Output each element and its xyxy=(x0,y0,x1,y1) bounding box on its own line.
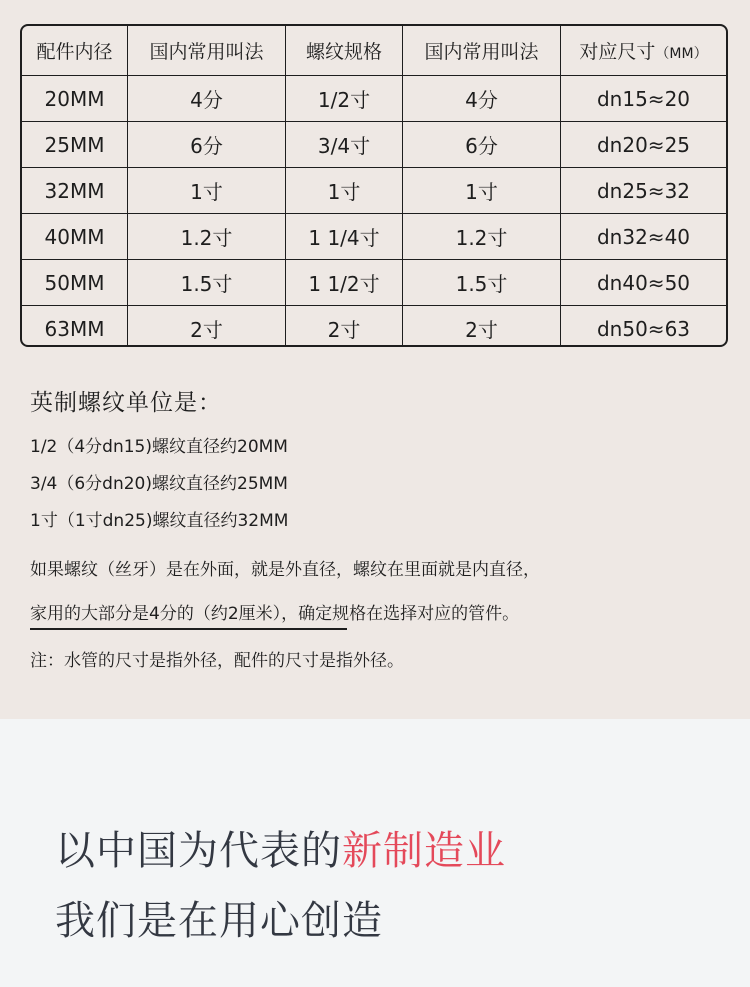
table-row xyxy=(22,214,726,260)
table-cell: 1 1/4寸 xyxy=(286,214,403,260)
table-cell: 2寸 xyxy=(128,306,286,348)
slogan-section xyxy=(0,719,750,987)
table-cell: 1.5寸 xyxy=(403,260,561,306)
table-cell: 6分 xyxy=(128,122,286,168)
table-cell: 32MM xyxy=(22,168,128,214)
table-cell: 50MM xyxy=(22,260,128,306)
notes-heading: 英制螺纹单位是： xyxy=(30,390,222,416)
table-cell: 40MM xyxy=(22,214,128,260)
table-cell: 1 1/2寸 xyxy=(286,260,403,306)
note-item: 1/2（4分dn15)螺纹直径约20MM xyxy=(30,437,288,457)
table-cell: 1.2寸 xyxy=(128,214,286,260)
table-row xyxy=(22,306,726,348)
footnote: 注：水管的尺寸是指外径，配件的尺寸是指外径。 xyxy=(30,651,404,671)
header-unit: （MM） xyxy=(655,46,708,62)
table-cell: 25MM xyxy=(22,122,128,168)
header-cell: 配件内径 xyxy=(22,26,128,76)
table-cell: dn50≈63 xyxy=(561,306,727,348)
explanation-line: 如果螺纹（丝牙）是在外面，就是外直径，螺纹在里面就是内直径， xyxy=(30,560,540,580)
slogan-prefix: 以中国为代表的 xyxy=(55,828,342,874)
table-row xyxy=(22,168,726,214)
table-row xyxy=(22,122,726,168)
table-cell: 1.2寸 xyxy=(403,214,561,260)
table-cell: 6分 xyxy=(403,122,561,168)
table-cell: 3/4寸 xyxy=(286,122,403,168)
header-cell: 国内常用叫法 xyxy=(403,26,561,76)
table-cell: 1/2寸 xyxy=(286,76,403,122)
table-cell: 4分 xyxy=(403,76,561,122)
note-item: 3/4（6分dn20)螺纹直径约25MM xyxy=(30,474,288,494)
header-cell: 国内常用叫法 xyxy=(128,26,286,76)
header-cell: 螺纹规格 xyxy=(286,26,403,76)
explanation-line: 家用的大部分是4分的（约2厘米），确定规格在选择对应的管件。 xyxy=(30,604,520,624)
size-spec-table xyxy=(20,24,728,347)
table-cell: 1寸 xyxy=(286,168,403,214)
slogan-line-1 xyxy=(55,819,506,876)
table-cell: 1寸 xyxy=(403,168,561,214)
table-cell: 4分 xyxy=(128,76,286,122)
table-cell: dn25≈32 xyxy=(561,168,727,214)
table-header-row xyxy=(22,26,726,76)
table-cell: 20MM xyxy=(22,76,128,122)
table-cell: 2寸 xyxy=(286,306,403,348)
table-cell: 2寸 xyxy=(403,306,561,348)
header-cell: 对应尺寸（MM） xyxy=(561,26,727,76)
table-cell: dn20≈25 xyxy=(561,122,727,168)
underline-divider xyxy=(30,628,347,630)
table-cell: 1寸 xyxy=(128,168,286,214)
slogan-line-2: 我们是在用心创造 xyxy=(55,898,383,944)
table-cell: 63MM xyxy=(22,306,128,348)
table-cell: dn40≈50 xyxy=(561,260,727,306)
slogan-accent: 新制造业 xyxy=(342,828,506,874)
table-cell: 1.5寸 xyxy=(128,260,286,306)
note-item: 1寸（1寸dn25)螺纹直径约32MM xyxy=(30,511,289,531)
table-row xyxy=(22,76,726,122)
table-row xyxy=(22,260,726,306)
table-cell: dn15≈20 xyxy=(561,76,727,122)
table-cell: dn32≈40 xyxy=(561,214,727,260)
